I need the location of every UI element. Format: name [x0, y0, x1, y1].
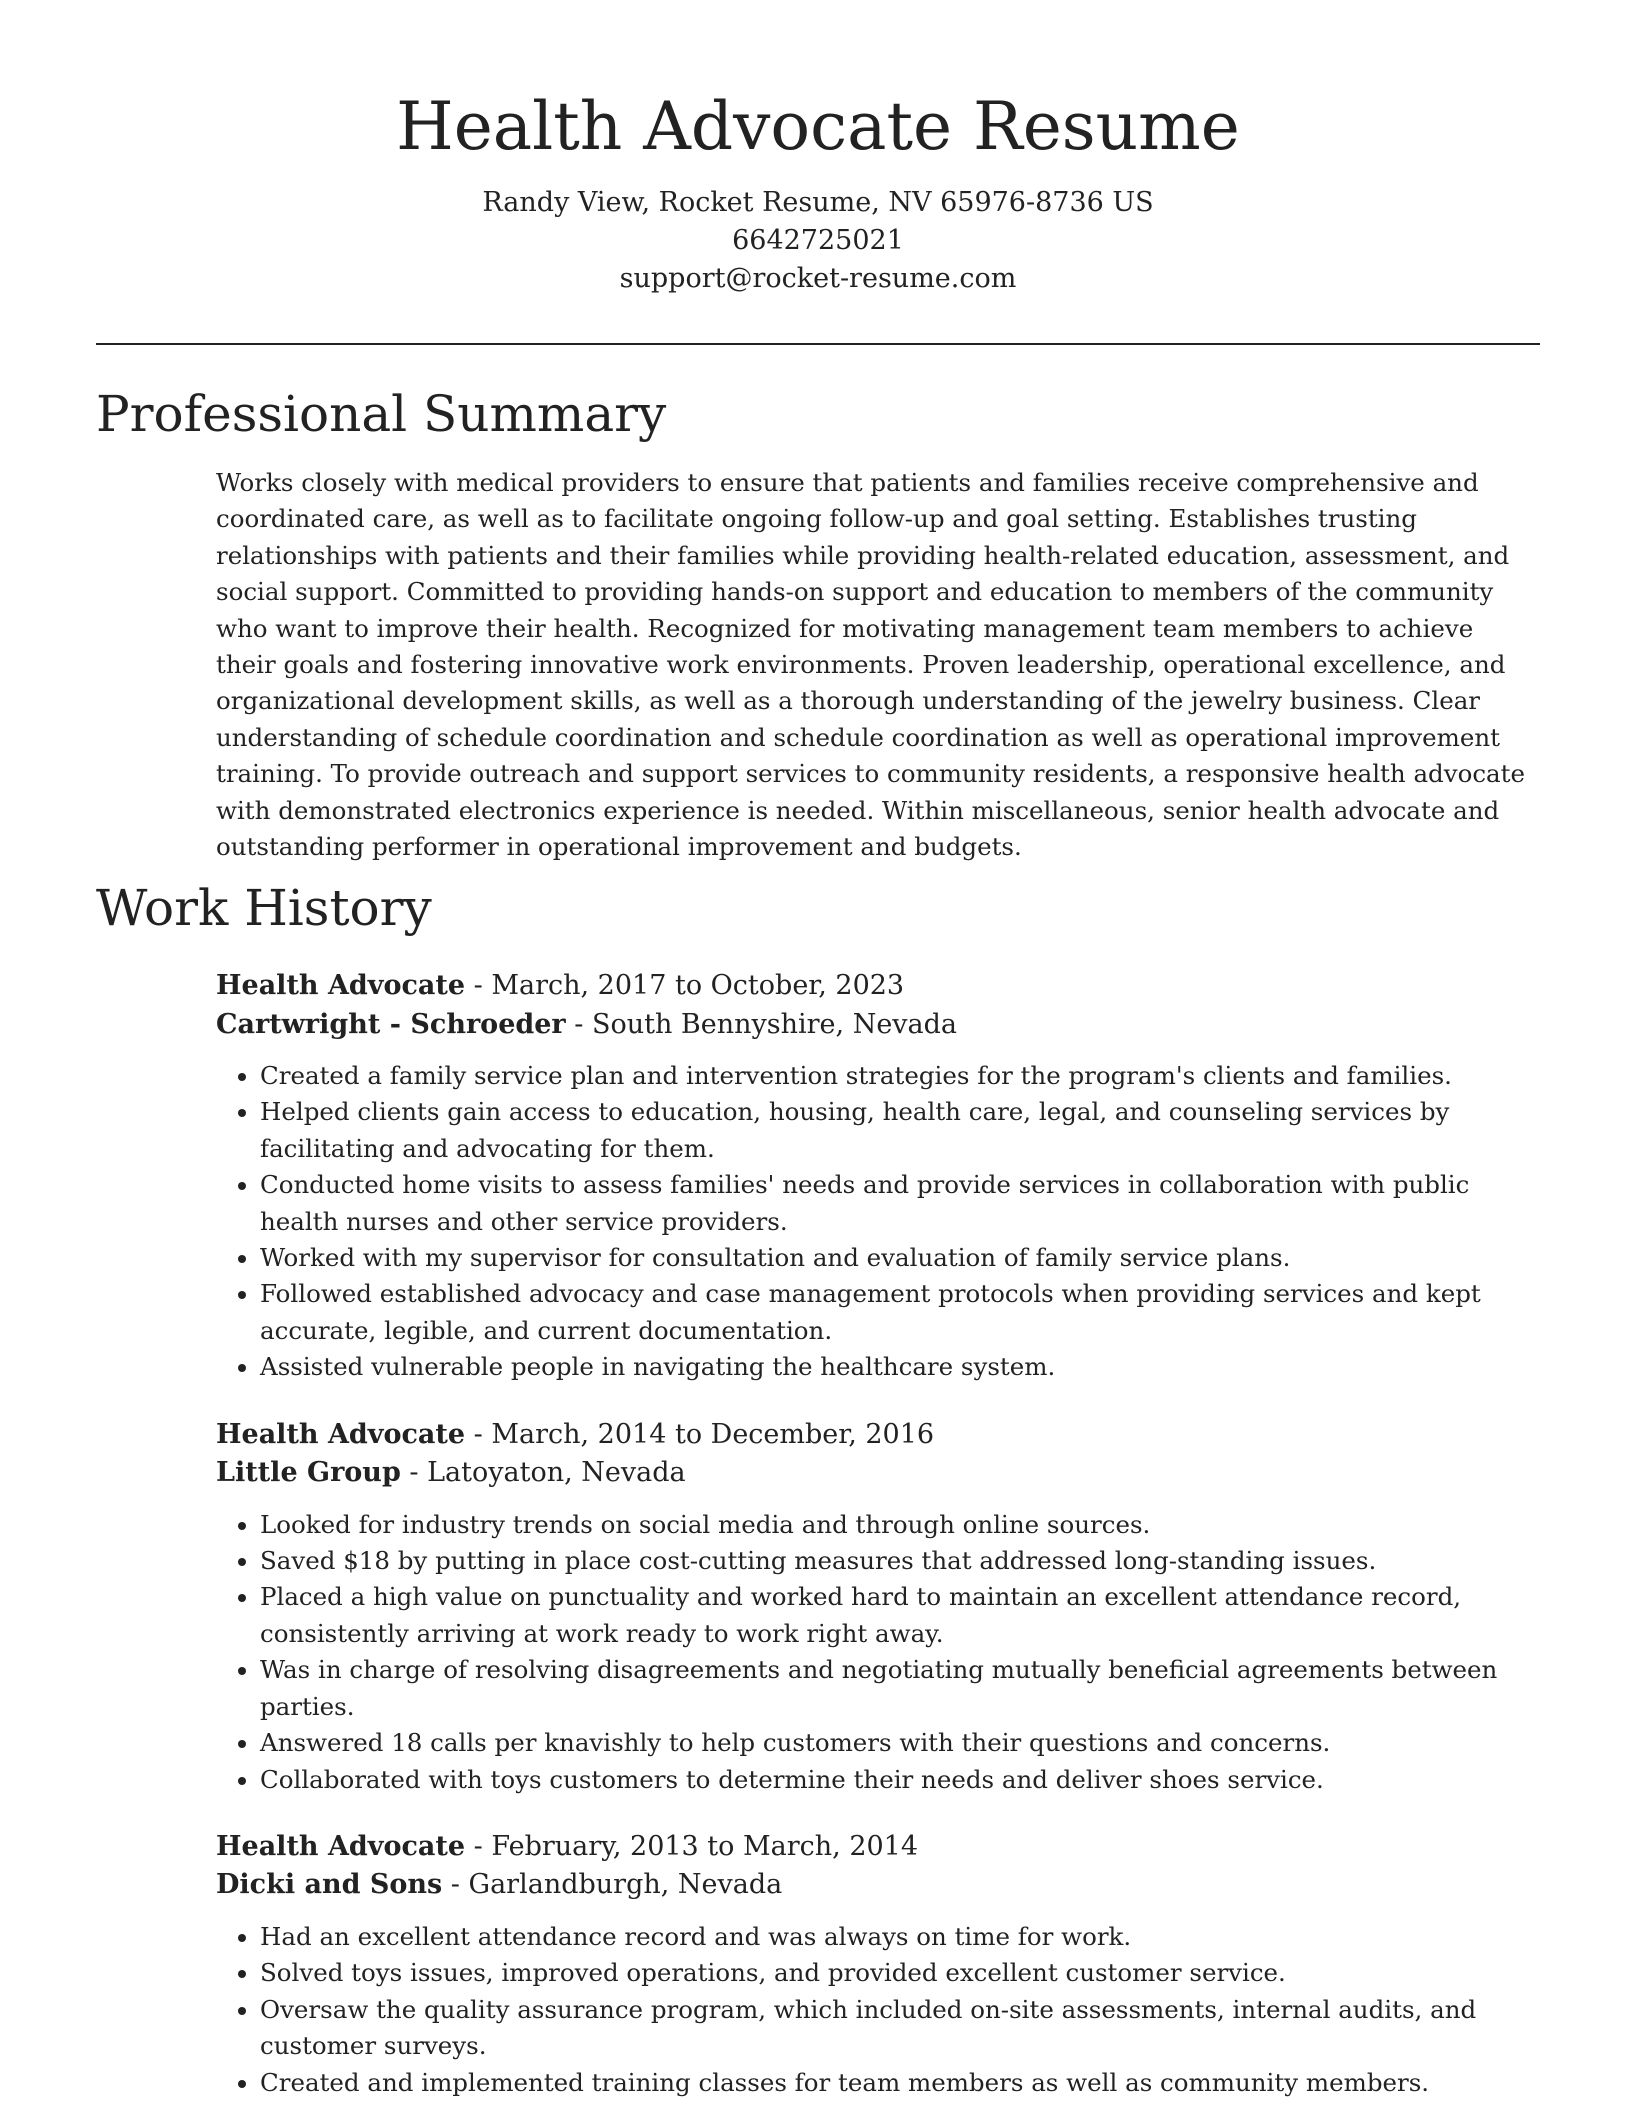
list-item: • Solved toys issues, improved operations, and provided excellent customer service.: [260, 1955, 1540, 1991]
job-company: Cartwright - Schroeder: [216, 1008, 566, 1040]
job-company-line: [216, 1454, 1540, 1493]
job-role: Health Advocate: [216, 1418, 466, 1450]
job-dates: February, 2013 to March, 2014: [491, 1830, 919, 1862]
job-title-line: [216, 1828, 1540, 1867]
job-role: Health Advocate: [216, 1830, 466, 1862]
job-duties: [216, 1507, 1540, 1798]
summary-heading: Professional Summary: [96, 385, 667, 443]
list-item: • Was in charge of resolving disagreements and negotiating mutually beneficial agreements between parties.: [260, 1652, 1540, 1725]
list-item: • Looked for industry trends on social media and through online sources.: [260, 1507, 1540, 1543]
job-location: Garlandburgh, Nevada: [468, 1869, 783, 1901]
job-entry: [216, 1828, 1540, 2101]
job-dates: March, 2014 to December, 2016: [491, 1418, 935, 1450]
list-item: • Answered 18 calls per knavishly to help customers with their questions and concerns.: [260, 1725, 1540, 1761]
job-title-line: [216, 967, 1540, 1006]
resume-title: Health Advocate Resume: [396, 88, 1240, 165]
header-divider: [96, 343, 1540, 345]
job-location: Latoyaton, Nevada: [427, 1457, 686, 1489]
list-item: • Conducted home visits to assess families' needs and provide services in collaboration with public health nurses and other service providers.: [260, 1167, 1540, 1240]
job-separator: -: [465, 1418, 492, 1450]
job-company: Dicki and Sons: [216, 1869, 443, 1901]
contact-phone: 6642725021: [732, 225, 904, 256]
list-item: • Placed a high value on punctuality and worked hard to maintain an excellent attendance record, consistently arriving at work ready to work right away.: [260, 1579, 1540, 1652]
job-company: Little Group: [216, 1457, 401, 1489]
job-duties: [216, 1919, 1540, 2101]
list-item: • Helped clients gain access to education, housing, health care, legal, and counseling services by facilitating and advocating for them.: [260, 1094, 1540, 1167]
list-item: • Collaborated with toys customers to determine their needs and deliver shoes service.: [260, 1762, 1540, 1798]
resume-header: [96, 82, 1540, 298]
contact-email: support@rocket-resume.com: [619, 263, 1017, 294]
work-history-heading: Work History: [96, 879, 432, 937]
list-item: • Saved $18 by putting in place cost-cutting measures that addressed long-standing issues.: [260, 1543, 1540, 1579]
list-item: • Followed established advocacy and case management protocols when providing services and kept accurate, legible, and current documentation.: [260, 1276, 1540, 1349]
job-entry: [216, 1416, 1540, 1798]
job-separator: -: [465, 970, 492, 1001]
summary-text: Works closely with medical providers to ensure that patients and families receive comprehensive and coordinated care, as well as to facilitate ongoing follow-up and goal setting. Establishes trusting relationships with patients and their families while providing health-related education, assessment, and social support. Committed to providing hands-on support and education to members of the community who want to improve their health. Recognized for motivating management team members to achieve their goals and fostering innovative work environments. Proven leadership, operational excellence, and organizational development skills, as well as a thorough understanding of the jewelry business. Clear understanding of schedule coordination and schedule coordination as well as operational improvement training. To provide outreach and support services to community residents, a responsive health advocate with demonstrated electronics experience is needed. Within miscellaneous, senior health advocate and outstanding performer in operational improvement and budgets.: [216, 468, 1525, 862]
contact-address: Randy View, Rocket Resume, NV 65976-8736 US: [482, 187, 1154, 218]
job-separator: -: [442, 1869, 469, 1901]
job-separator: -: [400, 1457, 428, 1489]
job-separator: -: [465, 1830, 492, 1862]
list-item: • Created a family service plan and intervention strategies for the program's clients and families.: [260, 1058, 1540, 1094]
job-company-line: [216, 1006, 1540, 1045]
list-item: • Created and implemented training classes for team members as well as community members.: [260, 2065, 1540, 2101]
job-entry: [216, 967, 1540, 1386]
job-dates: March, 2017 to October, 2023: [491, 970, 905, 1001]
job-separator: -: [565, 1008, 592, 1040]
list-item: • Had an excellent attendance record and was always on time for work.: [260, 1919, 1540, 1955]
job-duties: [216, 1058, 1540, 1386]
list-item: • Oversaw the quality assurance program, which included on-site assessments, internal audits, and customer surveys.: [260, 1992, 1540, 2065]
job-location: South Bennyshire, Nevada: [591, 1008, 958, 1040]
contact-block: [96, 184, 1540, 298]
job-role: Health Advocate: [216, 970, 466, 1001]
job-title-line: [216, 1416, 1540, 1455]
work-history-list: [216, 967, 1540, 2112]
job-company-line: [216, 1866, 1540, 1905]
list-item: • Assisted vulnerable people in navigating the healthcare system.: [260, 1349, 1540, 1385]
list-item: • Worked with my supervisor for consultation and evaluation of family service plans.: [260, 1240, 1540, 1276]
